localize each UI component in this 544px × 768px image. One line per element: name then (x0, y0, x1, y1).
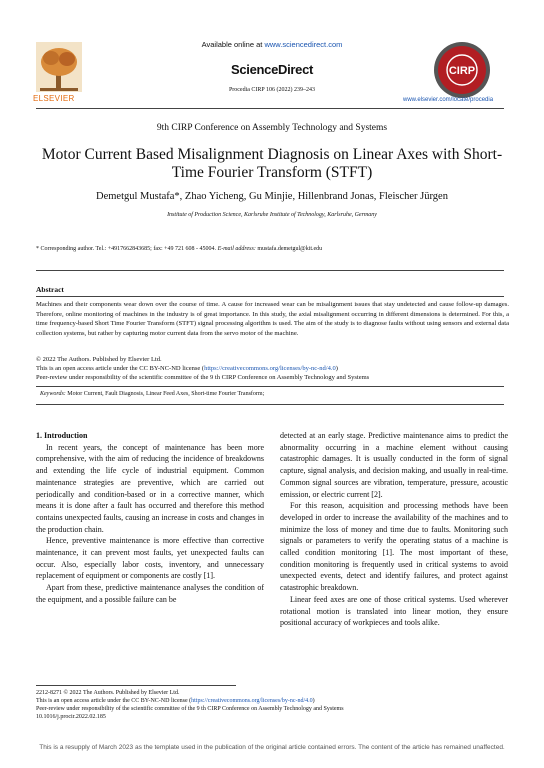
abstract-heading-rule (36, 296, 504, 297)
footer-peer-review: Peer-review under responsibility of the scientific committee of the 9 th CIRP Conference on Assembly Technology and Systems (36, 706, 344, 712)
footer-issn: 2212-8271 © 2022 The Authors. Published by Elsevier Ltd. (36, 690, 180, 696)
keywords-label: Keywords: (40, 391, 66, 397)
abstract-copyright: © 2022 The Authors. Published by Elsevier Ltd. (36, 356, 162, 363)
availability-prefix: Available online at (201, 40, 265, 49)
resupply-notice: This is a resupply of March 2023 as the template used in the publication of the original article contained errors. The content of the article has remained unaffected. (39, 744, 505, 751)
footer-license (36, 698, 315, 704)
license-link[interactable]: https://creativecommons.org/licenses/by-nc-nd/4.0 (204, 365, 336, 372)
paper-title: Motor Current Based Misalignment Diagnosis on Linear Axes with Short-Time Fourier Transform (STFT) (41, 146, 503, 181)
header-divider (36, 108, 504, 109)
cirp-logo (432, 40, 492, 100)
footer-license-link[interactable]: https://creativecommons.org/licenses/by-nc-nd/4.0 (191, 698, 313, 704)
footer-license-suffix: ) (312, 698, 315, 704)
license-suffix: ) (335, 365, 338, 372)
corresponding-info: * Corresponding author. Tel.: +4917662843685; fax: +49 721 608 - 45004. (36, 246, 218, 252)
paragraph: For this reason, acquisition and processing methods have been developed in order to increase the availability of the machines and to minimize the loss of money and time due to faults. Monitoring such signals or parameters to verify the operating status of a machine is called condition monitoring [1]. The most important of these, condition monitoring is frequently used in critical systems to avoid unexpected events, detect and identify failures, and protect against catastrophic breakdown. (280, 501, 508, 593)
keywords-text: Motor Current, Fault Diagnosis, Linear Feed Axes, Short-time Fourier Transform; (65, 391, 265, 397)
author-list: Demetgul Mustafa*, Zhao Yicheng, Gu Minjie, Hillenbrand Jonas, Fleischer Jürgen (96, 191, 448, 202)
conference-name: 9th CIRP Conference on Assembly Technology and Systems (156, 123, 388, 133)
license-prefix: This is an open access article under the CC BY-NC-ND license ( (36, 365, 205, 372)
body-column-left (36, 430, 264, 606)
abstract-heading: Abstract (36, 285, 64, 294)
cirp-logo-text: CIRP (448, 65, 476, 77)
footer-doi[interactable]: 10.1016/j.procir.2022.02.185 (36, 714, 106, 720)
abstract-license (36, 365, 338, 372)
proceedings-info: Procedia CIRP 106 (2022) 239–243 (228, 87, 316, 93)
email-address: mustafa.demetgul@kit.edu (255, 246, 323, 252)
keywords-top-rule (36, 386, 504, 387)
corresponding-author-note (36, 246, 322, 252)
sciencedirect-link[interactable]: www.sciencedirect.com (264, 40, 343, 49)
affiliation: Institute of Production Science, Karlsruhe Institute of Technology, Karlsruhe, Germany (167, 212, 377, 218)
paragraph: Hence, preventive maintenance is more effective than corrective maintenance, it can prevent most faults, yet unexpected faults can occur. Also, especially labor costs, inventory, and unnecessary replacement of equipment or components are costly [1]. (36, 536, 264, 581)
abstract-text: Machines and their components wear down over the course of time. A cause for increased wear can be misalignment issues that stay undetected and cause follow-up damages. Therefore, online monitoring of machines in the industry is of great importance. In this study, the axial misalignment occurring in different dimensions is determined. For this, a time frequency-based Short Time Fourier Transform (STFT) signal processing algorithm is used. The aim of the study is to diagnose faults without using sensors and external data collection systems, but rather by capturing motor current data from the servo motor of the machine. (36, 301, 509, 337)
footer-license-prefix: This is an open access article under the CC BY-NC-ND license ( (36, 698, 192, 704)
elsevier-wordmark: ELSEVIER (33, 94, 75, 103)
journal-homepage-link[interactable]: www.elsevier.com/locate/procedia (403, 97, 494, 103)
body-column-right (280, 430, 508, 629)
abstract-top-divider (36, 270, 504, 271)
email-label: E-mail address: (217, 246, 256, 252)
paragraph: Linear feed axes are one of those critical systems. Used wherever rotational motion is translated into linear motion, they ensure positional accuracy of workpieces and tools alike. (280, 594, 508, 628)
keywords-bottom-rule (36, 404, 504, 405)
paragraph: Apart from these, predictive maintenance analyses the condition of the equipment, and a possible failure can be (36, 583, 264, 604)
footer-divider (36, 685, 236, 686)
paragraph: detected at an early stage. Predictive maintenance aims to predict the abnormality occurring in a machine element without causing catastrophic damages. It is usually conducted in the form of signal capture, signal analysis, and decision making, and usually in real-time. Common signal sources are vibration, temperature, pressure, acoustic emission, or electric current [2]. (280, 431, 508, 499)
section-heading-introduction: 1. Introduction (36, 431, 88, 440)
sciencedirect-brand: ScienceDirect (230, 62, 314, 77)
keywords-line (40, 391, 264, 397)
abstract-peer-review: Peer-review under responsibility of the scientific committee of the 9 th CIRP Conference on Assembly Technology and Systems (36, 374, 370, 381)
paragraph: In recent years, the concept of maintenance has been more comprehensive, with the aim of reducing the incidence of breakdowns and extending the life cycle of industrial equipment. Common maintenance strategies are preventive, which are carried out periodically and condition-based or in a corrective manner, which means it is done after a fault has occurred and therefore this method contains unexpected faults, causing an increase in costs and changes in the production chain. (36, 442, 264, 534)
